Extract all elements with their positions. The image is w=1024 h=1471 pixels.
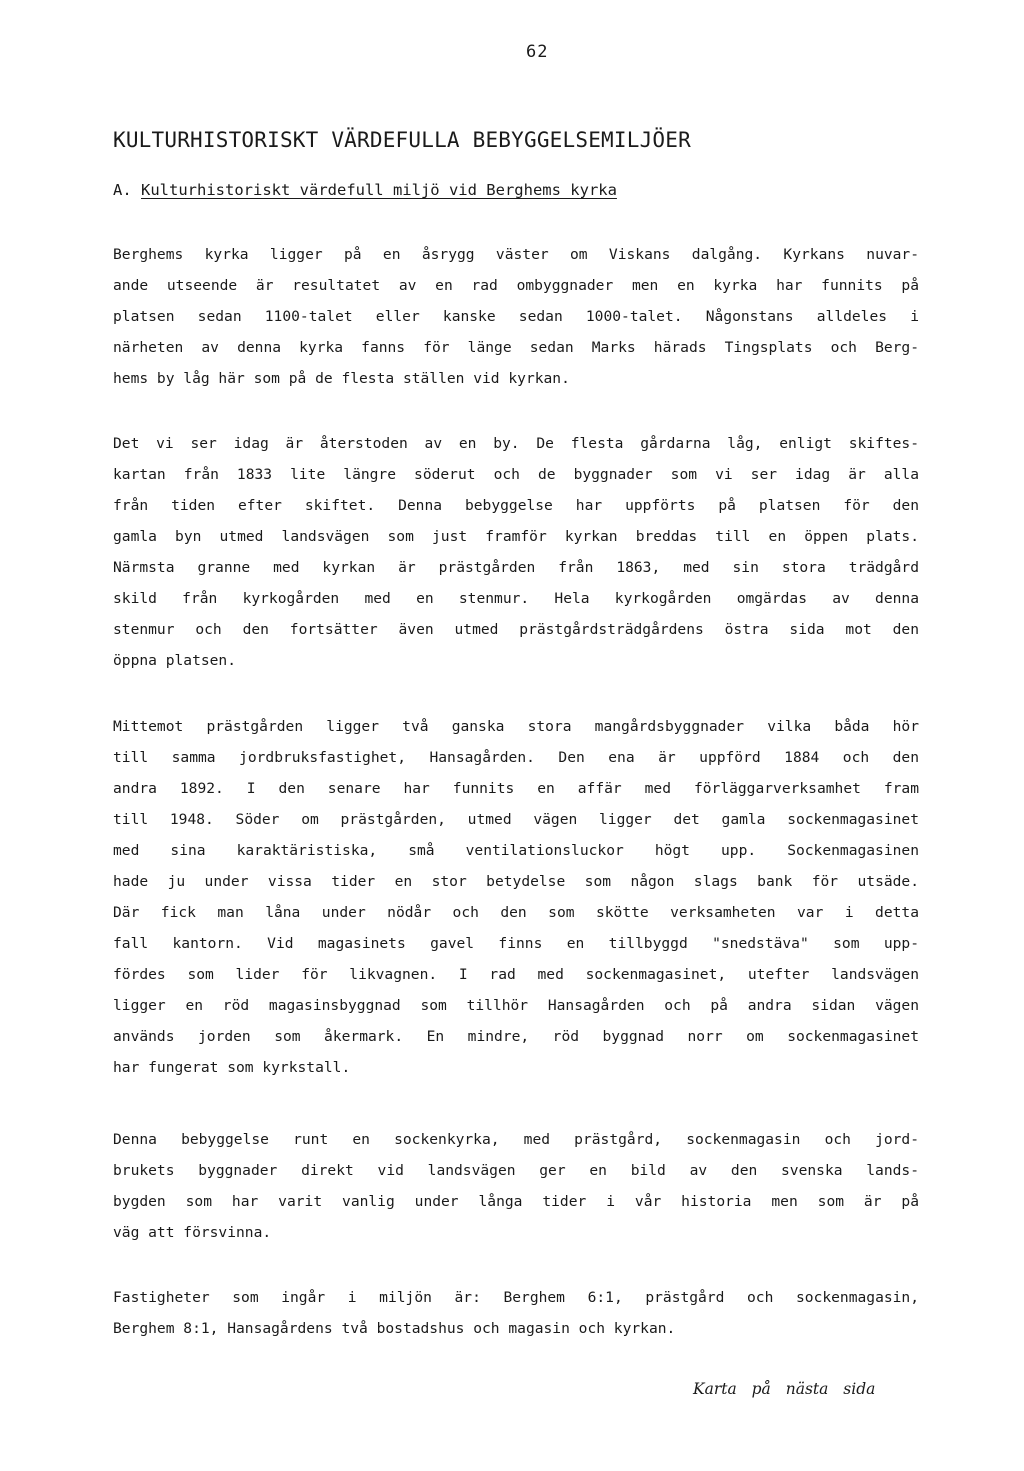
text-line: väg att försvinna. [113,1224,272,1241]
text-line: Mittemot prästgården ligger två ganska stora mangårdsbyggnader vilka båda hör [113,718,919,735]
text-line: ande utseende är resultatet av en rad ombyggnader men en kyrka har funnits på [113,277,919,294]
text-line: Närmsta granne med kyrkan är prästgården från 1863, med sin stora trädgård [113,559,919,576]
text-line: bygden som har varit vanlig under långa tider i vår historia men som är på [113,1193,919,1210]
text-line: Berghems kyrka ligger på en åsrygg väster om Viskans dalgång. Kyrkans nuvar- [113,246,919,263]
text-line: med sina karaktäristiska, små ventilationsluckor högt upp. Sockenmagasinen [113,842,919,859]
page-title: KULTURHISTORISKT VÄRDEFULLA BEBYGGELSEMILJÖER [113,128,691,152]
text-line: Där fick man låna under nödår och den som skötte verksamheten var i detta [113,904,919,921]
text-line: öppna platsen. [113,652,237,669]
text-line: andra 1892. I den senare har funnits en affär med förläggarverksamhet fram [113,780,919,797]
text-line: fördes som lider för likvagnen. I rad med sockenmagasinet, utefter landsvägen [113,966,919,983]
text-line: till 1948. Söder om prästgården, utmed vägen ligger det gamla sockenmagasinet [113,811,919,828]
text-line: skild från kyrkogården med en stenmur. Hela kyrkogården omgärdas av denna [113,590,919,607]
section-heading [113,181,617,199]
paragraph-hansagarden [113,711,919,1083]
text-line: kartan från 1833 lite längre söderut och de byggnader som vi ser idag är alla [113,466,919,483]
section-heading-text: Kulturhistoriskt värdefull miljö vid Berghems kyrka [141,181,617,199]
text-line: hade ju under vissa tider en stor betydelse som någon slags bank för utsäde. [113,873,919,890]
text-line: från tiden efter skiftet. Denna bebyggelse har uppförts på platsen för den [113,497,919,514]
text-line: stenmur och den fortsätter även utmed prästgårdsträdgårdens östra sida mot den [113,621,919,638]
text-line: gamla byn utmed landsvägen som just framför kyrkan breddas till en öppen plats. [113,528,919,545]
text-line: till samma jordbruksfastighet, Hansagården. Den ena är uppförd 1884 och den [113,749,919,766]
paragraph-properties [113,1282,919,1344]
paragraph-conclusion [113,1124,919,1248]
text-line: platsen sedan 1100-talet eller kanske sedan 1000-talet. Någonstans alldeles i [113,308,919,325]
text-line: ligger en röd magasinsbyggnad som tillhör Hansagården och på andra sidan vägen [113,997,919,1014]
paragraph-village [113,428,919,676]
text-line: Det vi ser idag är återstoden av en by. De flesta gårdarna låg, enligt skiftes- [113,435,919,452]
text-line: närheten av denna kyrka fanns för länge sedan Marks härads Tingsplats och Berg- [113,339,919,356]
page-number: 62 [526,42,549,62]
text-line: har fungerat som kyrkstall. [113,1059,351,1076]
text-line: Fastigheter som ingår i miljön är: Berghem 6:1, prästgård och sockenmagasin, [113,1289,919,1306]
footer-note: Karta på nästa sida [693,1380,876,1398]
text-line: Denna bebyggelse runt en sockenkyrka, med prästgård, sockenmagasin och jord- [113,1131,919,1148]
text-line: används jorden som åkermark. En mindre, röd byggnad norr om sockenmagasinet [113,1028,919,1045]
text-line: Berghem 8:1, Hansagårdens två bostadshus och magasin och kyrkan. [113,1320,676,1337]
paragraph-intro [113,239,919,394]
section-letter: A. [113,181,132,199]
text-line: hems by låg här som på de flesta ställen vid kyrkan. [113,370,570,387]
text-line: fall kantorn. Vid magasinets gavel finns en tillbyggd "snedstäva" som upp- [113,935,919,952]
text-line: brukets byggnader direkt vid landsvägen ger en bild av den svenska lands- [113,1162,919,1179]
